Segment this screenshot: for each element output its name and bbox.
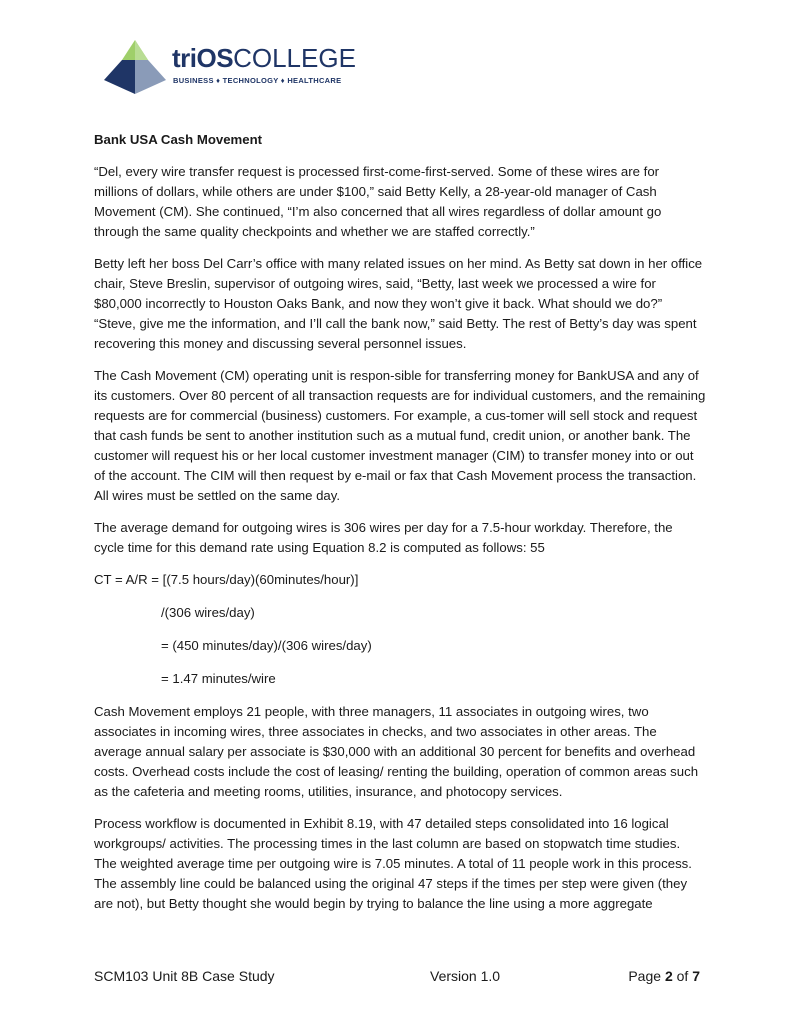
brand-bold: triOS: [172, 43, 234, 73]
footer-course: SCM103 Unit 8B Case Study: [94, 968, 275, 984]
paragraph: Betty left her boss Del Carr’s office with many related issues on her mind. As Betty sat down in her office chair, Steve Breslin, supervisor of outgoing wires, said, “Betty, last week we processed a wire for $80,000 incorrectly to Houston Oaks Bank, and now they won’t give it back. What should we do?” “Steve, give me the information, and I’ll call the bank now,” said Betty. The rest of Betty’s day was spent recovering this money and discussing several personnel issues.: [94, 256, 703, 351]
page-number: [628, 968, 700, 984]
paragraph: Cash Movement employs 21 people, with three managers, 11 associates in outgoing wires, two associates in incoming wires, three associates in checks, and two associates in other areas. The average annual salary per associate is $30,000 with an additional 30 percent for benefits and overhead costs. Overhead costs include the cost of leasing/ renting the building, operation of common areas such as the cafeteria and meeting rooms, utilities, insurance, and photocopy services.: [94, 704, 699, 799]
equation-line: CT = A/R = [(7.5 hours/day)(60minutes/hour)]: [94, 572, 359, 587]
paragraph: “Del, every wire transfer request is processed first-come-first-served. Some of these wires are for millions of dollars, while others are under $100,” said Betty Kelly, a 28-year-old manager of Cash Movement (CM). She continued, “I’m also concerned that all wires regardless of dollar amount go through the same quality checkpoints and whether we are staffed correctly.”: [94, 164, 662, 239]
page-current: 2: [664, 968, 673, 984]
brand-light: COLLEGE: [233, 43, 356, 73]
page-prefix: Page: [628, 968, 665, 984]
paragraph: The Cash Movement (CM) operating unit is respon-sible for transferring money for BankUSA and any of its customers. Over 80 percent of all transaction requests are for individual customers, and the remaining requests are for commercial (business) customers. For example, a cus-tomer will sell stock and request that cash funds be sent to another institution such as a mutual fund, credit union, or another bank. The customer will request his or her local customer investment manager (CIM) to transfer money into or out of the account. The CIM will then request by e-mail or fax that Cash Movement process the transaction. All wires must be settled on the same day.: [94, 368, 706, 503]
page-sep: of: [672, 968, 693, 984]
equation-line: /(306 wires/day): [161, 605, 255, 620]
equation-line: = 1.47 minutes/wire: [161, 671, 276, 686]
college-logo: [102, 38, 362, 98]
equation-line: = (450 minutes/day)/(306 wires/day): [161, 638, 372, 653]
document-body: [94, 130, 706, 926]
paragraph: Process workflow is documented in Exhibit 8.19, with 47 detailed steps consolidated into 16 logical workgroups/ activities. The processing times in the last column are based on stopwatch time studies. The weighted average time per outgoing wire is 7.05 minutes. A total of 11 people work in this process. The assembly line could be balanced using the original 47 steps if the times per step were given (they are not), but Betty thought she would begin by trying to balance the line using a more aggregate: [94, 816, 692, 911]
document-title: Bank USA Cash Movement: [94, 132, 263, 147]
page-footer: [94, 968, 700, 984]
paragraph: The average demand for outgoing wires is 306 wires per day for a 7.5-hour workday. Therefore, the cycle time for this demand rate using Equation 8.2 is computed as follows: 55: [94, 520, 673, 555]
page-total: 7: [692, 968, 700, 984]
footer-version: Version 1.0: [430, 968, 501, 984]
pyramid-logo-icon: [102, 38, 168, 96]
brand-tagline: BUSINESS ♦ TECHNOLOGY ♦ HEALTHCARE: [173, 76, 342, 85]
brand-wordmark: [172, 44, 356, 72]
